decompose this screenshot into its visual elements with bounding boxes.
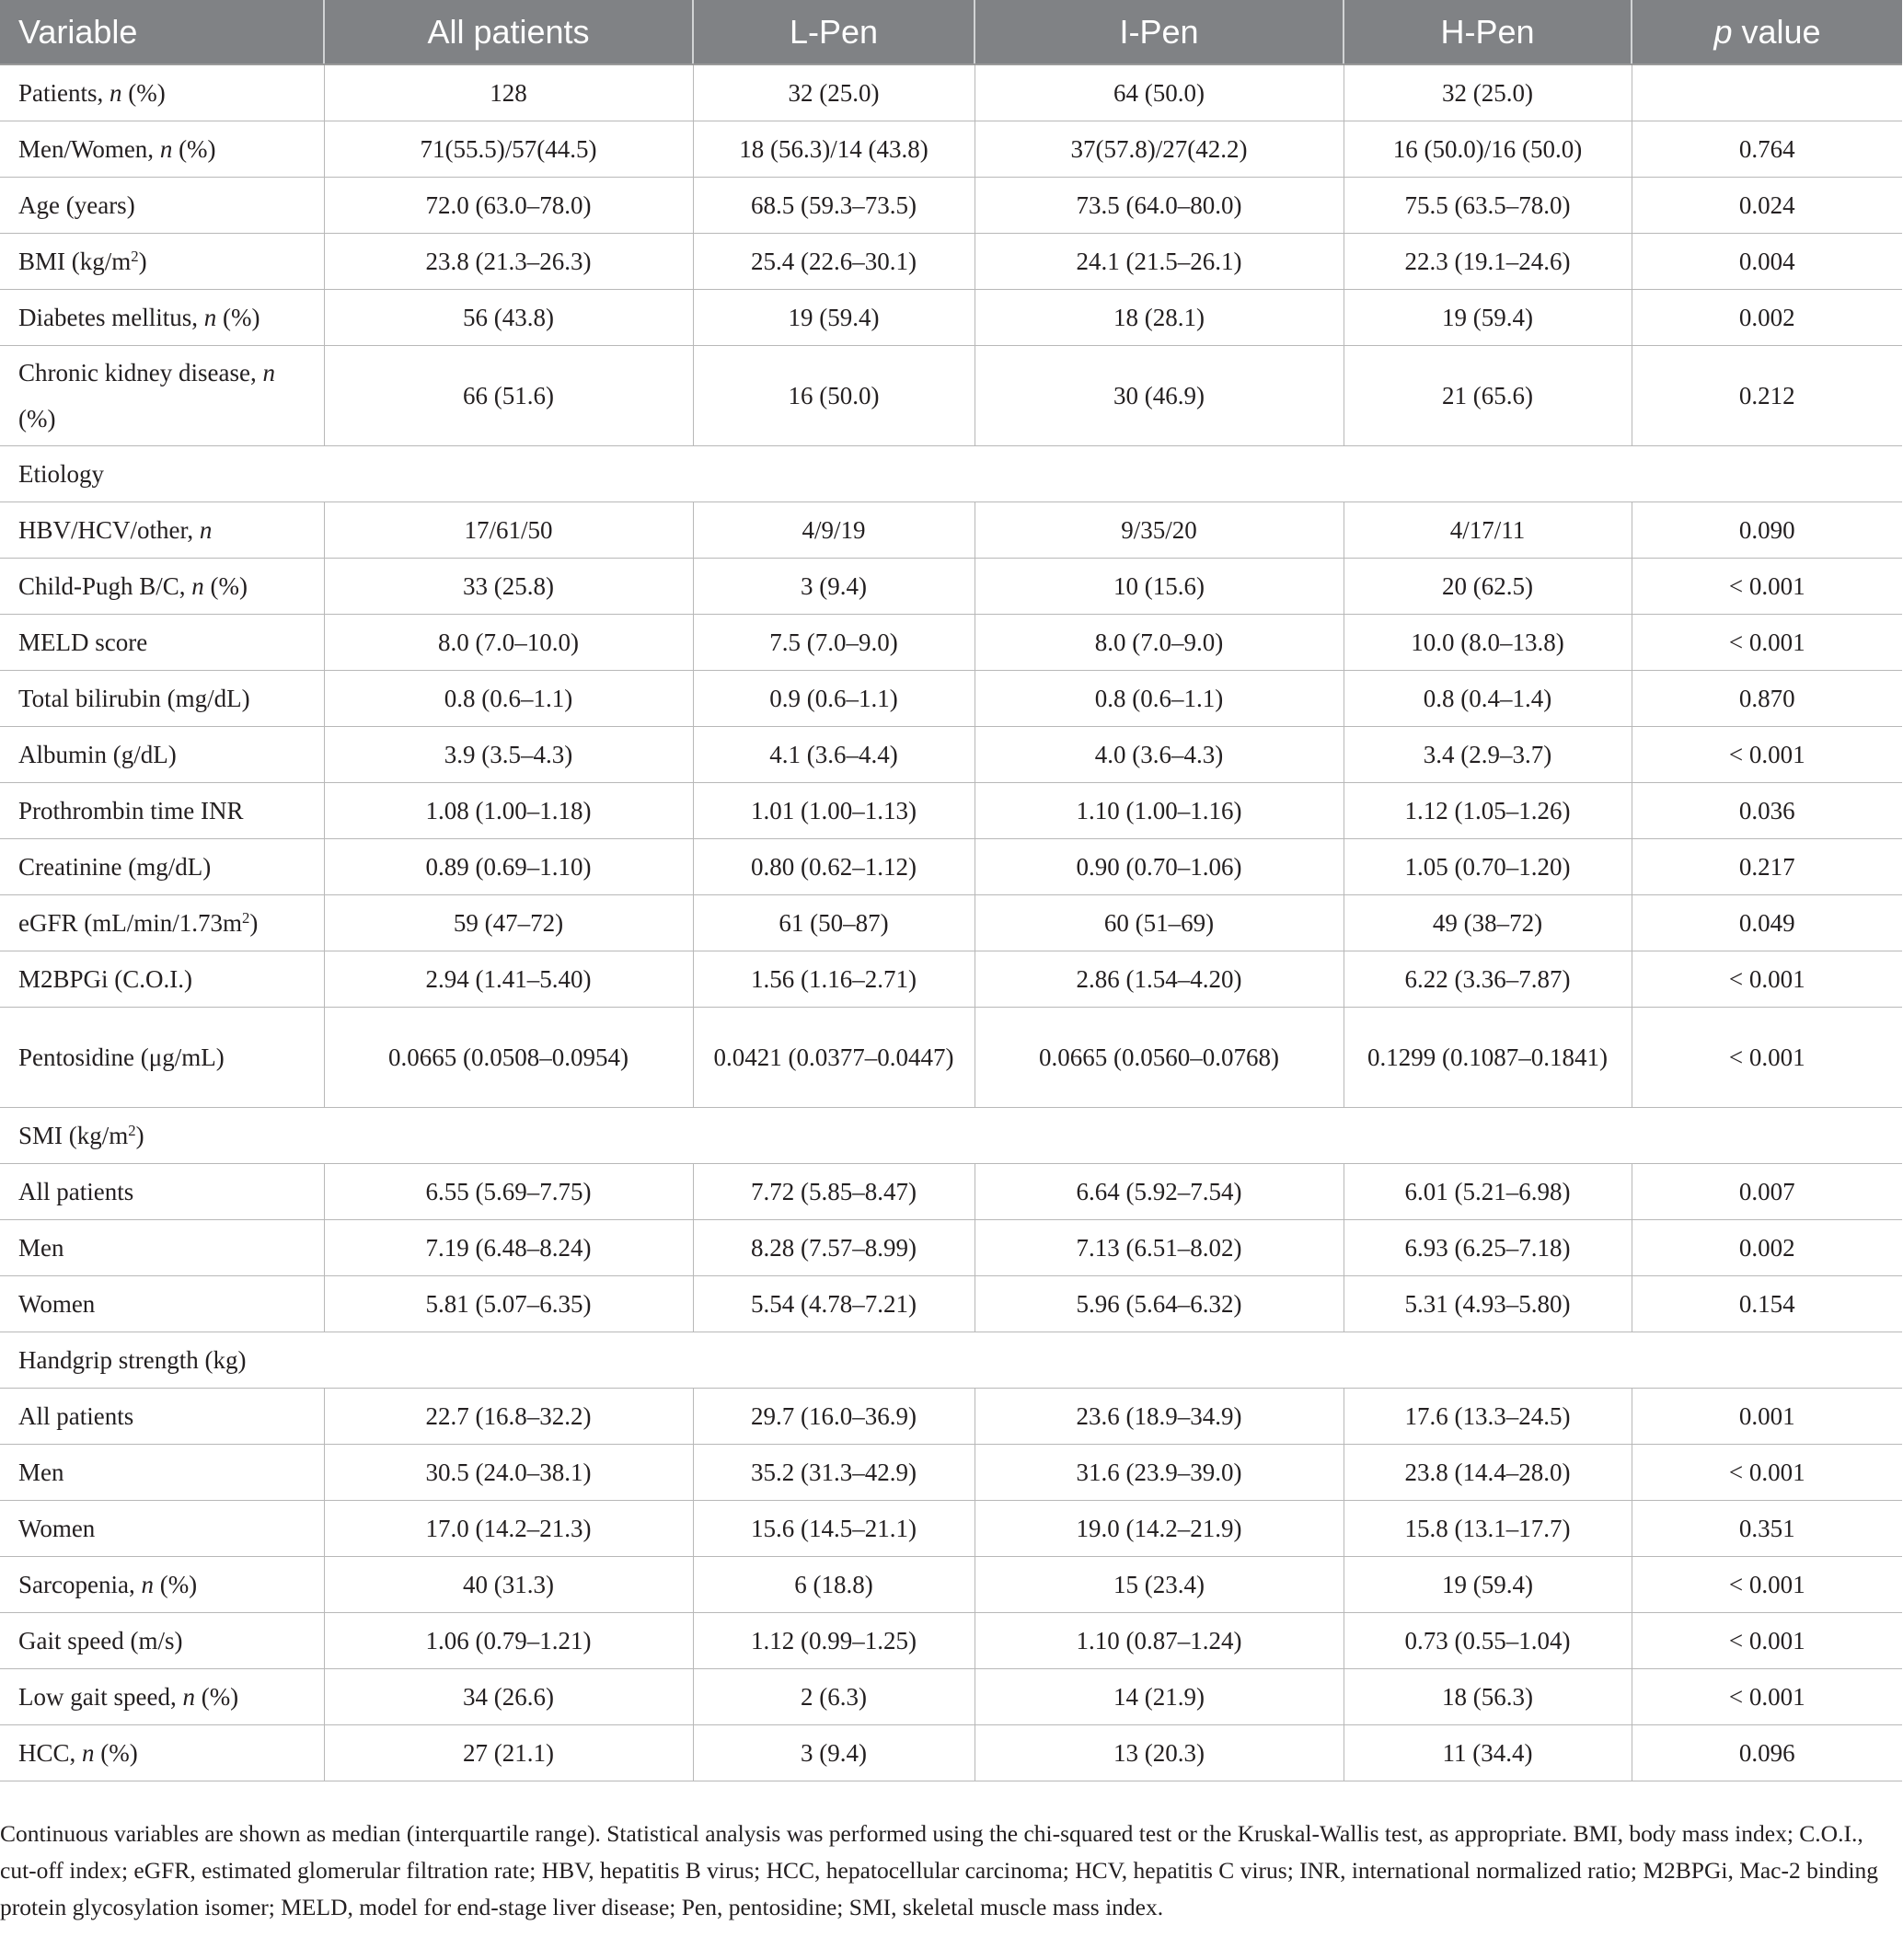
cell-l-pen: 7.72 (5.85–8.47) [693, 1164, 975, 1220]
cell-p-value: 0.036 [1632, 783, 1902, 839]
table-row [0, 671, 1902, 727]
table-row [0, 290, 1902, 346]
cell-variable: eGFR $(mL/\min/1.73m^2)$ [0, 895, 324, 951]
cell-h-pen: 1.05 (0.70–1.20) [1344, 839, 1632, 895]
table-row [0, 1613, 1902, 1669]
cell-variable: Sarcopenia, n (%) [0, 1557, 324, 1613]
cell-all-patients: 17.0 (14.2–21.3) [324, 1501, 693, 1557]
cell-i-pen: 2.86 (1.54–4.20) [975, 951, 1344, 1008]
cell-h-pen: 0.73 (0.55–1.04) [1344, 1613, 1632, 1669]
cell-i-pen: 0.0665 (0.0560–0.0768) [975, 1008, 1344, 1108]
cell-p-value: 0.007 [1632, 1164, 1902, 1220]
header-l-pen: L-Pen [693, 0, 975, 64]
cell-all-patients: 1.06 (0.79–1.21) [324, 1613, 693, 1669]
cell-variable: Gait speed (m/s) [0, 1613, 324, 1669]
section-label: SMI $(kg/m^2)$ [0, 1108, 1902, 1164]
cell-l-pen: 1.56 (1.16–2.71) [693, 951, 975, 1008]
cell-i-pen: 13 (20.3) [975, 1725, 1344, 1781]
table-footnote: Continuous variables are shown as median (interquartile range). Statistical analysis was performed using the chi-squared test or the Kruskal-Wallis test, as appropriate. BMI, body mass index; C.O.I., cut-off index; eGFR, estimated glomerular filtration rate; HBV, hepatitis B virus; HCC, hepatocellular carcinoma; HCV, hepatitis C virus; INR, international normalized ratio; M2BPGi, Mac-2 binding protein glycosylation isomer; MELD, model for end-stage liver disease; Pen, pentosidine; SMI, skeletal muscle mass index. [0, 1820, 1879, 1920]
cell-h-pen: 18 (56.3) [1344, 1669, 1632, 1725]
cell-i-pen: 73.5 (64.0–80.0) [975, 178, 1344, 234]
cell-p-value: 0.049 [1632, 895, 1902, 951]
cell-i-pen: 7.13 (6.51–8.02) [975, 1220, 1344, 1276]
cell-h-pen: 17.6 (13.3–24.5) [1344, 1389, 1632, 1445]
table-row [0, 783, 1902, 839]
cell-p-value: 0.154 [1632, 1276, 1902, 1332]
cell-variable: Chronic kidney disease, n (%) [0, 346, 324, 446]
cell-i-pen: 0.90 (0.70–1.06) [975, 839, 1344, 895]
cell-h-pen: 23.8 (14.4–28.0) [1344, 1445, 1632, 1501]
cell-l-pen: 25.4 (22.6–30.1) [693, 234, 975, 290]
cell-all-patients: 72.0 (63.0–78.0) [324, 178, 693, 234]
cell-variable: All patients [0, 1389, 324, 1445]
cell-h-pen: 19 (59.4) [1344, 1557, 1632, 1613]
cell-variable: Women [0, 1501, 324, 1557]
cell-h-pen: 15.8 (13.1–17.7) [1344, 1501, 1632, 1557]
header-i-pen: I-Pen [975, 0, 1344, 64]
cell-p-value: < 0.001 [1632, 615, 1902, 671]
cell-i-pen: 5.96 (5.64–6.32) [975, 1276, 1344, 1332]
cell-l-pen: 61 (50–87) [693, 895, 975, 951]
cell-p-value: 0.351 [1632, 1501, 1902, 1557]
cell-l-pen: 32 (25.0) [693, 64, 975, 121]
table-row [0, 234, 1902, 290]
cell-all-patients: 40 (31.3) [324, 1557, 693, 1613]
cell-variable: Men [0, 1445, 324, 1501]
table-row [0, 1389, 1902, 1445]
table-row [0, 1669, 1902, 1725]
cell-variable: HBV/HCV/other, n [0, 502, 324, 559]
cell-i-pen: 24.1 (21.5–26.1) [975, 234, 1344, 290]
cell-variable: Age (years) [0, 178, 324, 234]
cell-variable: M2BPGi (C.O.I.) [0, 951, 324, 1008]
cell-p-value: 0.096 [1632, 1725, 1902, 1781]
table-row [0, 502, 1902, 559]
section-row [0, 1108, 1902, 1164]
cell-variable: MELD score [0, 615, 324, 671]
cell-p-value: 0.090 [1632, 502, 1902, 559]
cell-i-pen: 30 (46.9) [975, 346, 1344, 446]
table-row [0, 346, 1902, 446]
cell-l-pen: 6 (18.8) [693, 1557, 975, 1613]
cell-all-patients: 27 (21.1) [324, 1725, 693, 1781]
cell-i-pen: 60 (51–69) [975, 895, 1344, 951]
cell-p-value: < 0.001 [1632, 559, 1902, 615]
cell-i-pen: 14 (21.9) [975, 1669, 1344, 1725]
cell-p-value: < 0.001 [1632, 1557, 1902, 1613]
cell-h-pen: 4/17/11 [1344, 502, 1632, 559]
cell-i-pen: 1.10 (1.00–1.16) [975, 783, 1344, 839]
cell-all-patients: 2.94 (1.41–5.40) [324, 951, 693, 1008]
cell-variable: Women [0, 1276, 324, 1332]
cell-h-pen: 3.4 (2.9–3.7) [1344, 727, 1632, 783]
cell-all-patients: 22.7 (16.8–32.2) [324, 1389, 693, 1445]
cell-i-pen: 19.0 (14.2–21.9) [975, 1501, 1344, 1557]
cell-h-pen: 16 (50.0)/16 (50.0) [1344, 121, 1632, 178]
cell-l-pen: 7.5 (7.0–9.0) [693, 615, 975, 671]
cell-h-pen: 21 (65.6) [1344, 346, 1632, 446]
cell-p-value: 0.217 [1632, 839, 1902, 895]
cell-l-pen: 35.2 (31.3–42.9) [693, 1445, 975, 1501]
cell-l-pen: 0.80 (0.62–1.12) [693, 839, 975, 895]
cell-variable: Creatinine (mg/dL) [0, 839, 324, 895]
cell-p-value: < 0.001 [1632, 1613, 1902, 1669]
header-h-pen: H-Pen [1344, 0, 1632, 64]
cell-i-pen: 64 (50.0) [975, 64, 1344, 121]
cell-i-pen: 15 (23.4) [975, 1557, 1344, 1613]
cell-p-value: 0.002 [1632, 1220, 1902, 1276]
cell-p-value: < 0.001 [1632, 1445, 1902, 1501]
table-row [0, 121, 1902, 178]
cell-all-patients: 0.8 (0.6–1.1) [324, 671, 693, 727]
cell-h-pen: 6.01 (5.21–6.98) [1344, 1164, 1632, 1220]
cell-h-pen: 20 (62.5) [1344, 559, 1632, 615]
cell-i-pen: 0.8 (0.6–1.1) [975, 671, 1344, 727]
table-row [0, 895, 1902, 951]
cell-variable: Men [0, 1220, 324, 1276]
cell-variable: All patients [0, 1164, 324, 1220]
cell-all-patients: 6.55 (5.69–7.75) [324, 1164, 693, 1220]
cell-p-value [1632, 64, 1902, 121]
cell-l-pen: 16 (50.0) [693, 346, 975, 446]
header-p-value [1632, 0, 1902, 64]
cell-l-pen: 5.54 (4.78–7.21) [693, 1276, 975, 1332]
cell-h-pen: 22.3 (19.1–24.6) [1344, 234, 1632, 290]
header-p-rest: value [1741, 12, 1821, 51]
cell-all-patients: 59 (47–72) [324, 895, 693, 951]
table-row [0, 1008, 1902, 1108]
cell-i-pen: 10 (15.6) [975, 559, 1344, 615]
section-row [0, 1332, 1902, 1389]
table-row [0, 1220, 1902, 1276]
header-all-patients: All patients [324, 0, 693, 64]
section-label: Handgrip strength (kg) [0, 1332, 1902, 1389]
cell-all-patients: 1.08 (1.00–1.18) [324, 783, 693, 839]
table-row [0, 64, 1902, 121]
table-row [0, 1501, 1902, 1557]
cell-i-pen: 4.0 (3.6–4.3) [975, 727, 1344, 783]
cell-h-pen: 32 (25.0) [1344, 64, 1632, 121]
cell-h-pen: 6.22 (3.36–7.87) [1344, 951, 1632, 1008]
cell-variable: Prothrombin time INR [0, 783, 324, 839]
cell-h-pen: 75.5 (63.5–78.0) [1344, 178, 1632, 234]
cell-l-pen: 4.1 (3.6–4.4) [693, 727, 975, 783]
cell-all-patients: 33 (25.8) [324, 559, 693, 615]
cell-p-value: 0.001 [1632, 1389, 1902, 1445]
cell-l-pen: 19 (59.4) [693, 290, 975, 346]
cell-variable: Albumin (g/dL) [0, 727, 324, 783]
cell-all-patients: 17/61/50 [324, 502, 693, 559]
cell-l-pen: 68.5 (59.3–73.5) [693, 178, 975, 234]
cell-h-pen: 1.12 (1.05–1.26) [1344, 783, 1632, 839]
cell-all-patients: 66 (51.6) [324, 346, 693, 446]
cell-i-pen: 37(57.8)/27(42.2) [975, 121, 1344, 178]
cell-i-pen: 31.6 (23.9–39.0) [975, 1445, 1344, 1501]
cell-p-value: < 0.001 [1632, 951, 1902, 1008]
cell-variable: Low gait speed, n (%) [0, 1669, 324, 1725]
table-row [0, 615, 1902, 671]
cell-all-patients: 34 (26.6) [324, 1669, 693, 1725]
cell-l-pen: 18 (56.3)/14 (43.8) [693, 121, 975, 178]
cell-variable: Pentosidine (μg/mL) [0, 1008, 324, 1108]
cell-l-pen: 2 (6.3) [693, 1669, 975, 1725]
cell-p-value: 0.002 [1632, 290, 1902, 346]
cell-l-pen: 0.0421 (0.0377–0.0447) [693, 1008, 975, 1108]
cell-l-pen: 15.6 (14.5–21.1) [693, 1501, 975, 1557]
section-label: Etiology [0, 446, 1902, 502]
cell-variable: BMI $(kg/m^2)$ [0, 234, 324, 290]
cell-variable: Patients, n (%) [0, 64, 324, 121]
cell-all-patients: 30.5 (24.0–38.1) [324, 1445, 693, 1501]
cell-p-value: 0.764 [1632, 121, 1902, 178]
cell-l-pen: 1.12 (0.99–1.25) [693, 1613, 975, 1669]
cell-l-pen: 0.9 (0.6–1.1) [693, 671, 975, 727]
cell-all-patients: 8.0 (7.0–10.0) [324, 615, 693, 671]
cell-all-patients: 3.9 (3.5–4.3) [324, 727, 693, 783]
cell-l-pen: 29.7 (16.0–36.9) [693, 1389, 975, 1445]
cell-h-pen: 0.1299 (0.1087–0.1841) [1344, 1008, 1632, 1108]
table-row [0, 1445, 1902, 1501]
cell-p-value: 0.004 [1632, 234, 1902, 290]
cell-h-pen: 11 (34.4) [1344, 1725, 1632, 1781]
cell-p-value: < 0.001 [1632, 727, 1902, 783]
table-body [0, 64, 1902, 1781]
cell-h-pen: 10.0 (8.0–13.8) [1344, 615, 1632, 671]
cell-i-pen: 8.0 (7.0–9.0) [975, 615, 1344, 671]
header-row [0, 0, 1902, 64]
cell-variable: Men/Women, n (%) [0, 121, 324, 178]
cell-h-pen: 5.31 (4.93–5.80) [1344, 1276, 1632, 1332]
table-row [0, 559, 1902, 615]
cell-i-pen: 23.6 (18.9–34.9) [975, 1389, 1344, 1445]
cell-all-patients: 71(55.5)/57(44.5) [324, 121, 693, 178]
header-p-letter: p [1713, 12, 1733, 51]
cell-all-patients: 0.89 (0.69–1.10) [324, 839, 693, 895]
cell-l-pen: 8.28 (7.57–8.99) [693, 1220, 975, 1276]
section-row [0, 446, 1902, 502]
table-row [0, 951, 1902, 1008]
cell-l-pen: 3 (9.4) [693, 1725, 975, 1781]
table-row [0, 1276, 1902, 1332]
cell-p-value: 0.212 [1632, 346, 1902, 446]
table-row [0, 1725, 1902, 1781]
cell-i-pen: 9/35/20 [975, 502, 1344, 559]
table-row [0, 178, 1902, 234]
cell-p-value: 0.870 [1632, 671, 1902, 727]
cell-all-patients: 56 (43.8) [324, 290, 693, 346]
cell-h-pen: 19 (59.4) [1344, 290, 1632, 346]
cell-i-pen: 6.64 (5.92–7.54) [975, 1164, 1344, 1220]
cell-l-pen: 3 (9.4) [693, 559, 975, 615]
header-variable: Variable [0, 0, 324, 64]
cell-p-value: < 0.001 [1632, 1008, 1902, 1108]
table-header [0, 0, 1902, 64]
cell-all-patients: 128 [324, 64, 693, 121]
cell-all-patients: 23.8 (21.3–26.3) [324, 234, 693, 290]
table-row [0, 1164, 1902, 1220]
cell-l-pen: 1.01 (1.00–1.13) [693, 783, 975, 839]
cell-all-patients: 0.0665 (0.0508–0.0954) [324, 1008, 693, 1108]
cell-h-pen: 49 (38–72) [1344, 895, 1632, 951]
table-row [0, 727, 1902, 783]
cell-p-value: < 0.001 [1632, 1669, 1902, 1725]
cell-i-pen: 18 (28.1) [975, 290, 1344, 346]
cell-h-pen: 0.8 (0.4–1.4) [1344, 671, 1632, 727]
table-row [0, 839, 1902, 895]
cell-h-pen: 6.93 (6.25–7.18) [1344, 1220, 1632, 1276]
cell-i-pen: 1.10 (0.87–1.24) [975, 1613, 1344, 1669]
cell-l-pen: 4/9/19 [693, 502, 975, 559]
table-row [0, 1557, 1902, 1613]
cell-all-patients: 5.81 (5.07–6.35) [324, 1276, 693, 1332]
cell-variable: Child-Pugh B/C, n (%) [0, 559, 324, 615]
cell-variable: Diabetes mellitus, n (%) [0, 290, 324, 346]
cell-variable: HCC, n (%) [0, 1725, 324, 1781]
cell-all-patients: 7.19 (6.48–8.24) [324, 1220, 693, 1276]
cell-p-value: 0.024 [1632, 178, 1902, 234]
cell-variable: Total bilirubin (mg/dL) [0, 671, 324, 727]
